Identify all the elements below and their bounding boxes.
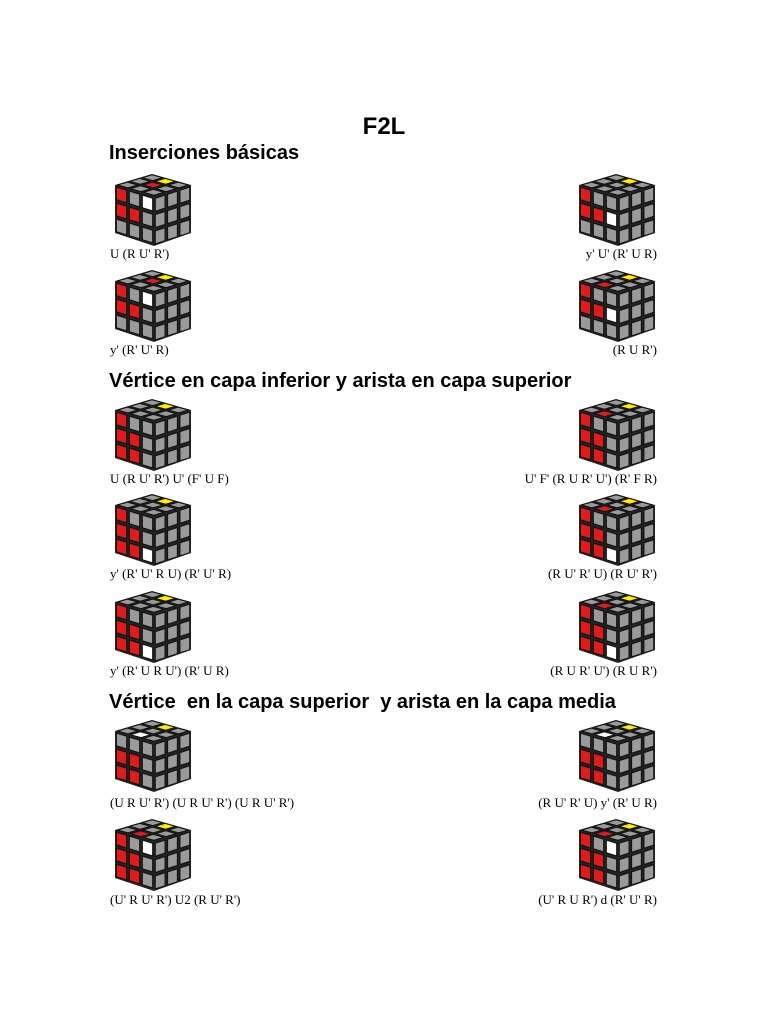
cube-diagram (578, 817, 658, 893)
front-sticker (116, 412, 126, 428)
front-sticker (129, 753, 139, 769)
cube-diagram (114, 268, 194, 344)
right-sticker (180, 316, 190, 332)
front-sticker (580, 428, 590, 444)
right-sticker (632, 737, 642, 753)
right-sticker (180, 749, 190, 765)
front-sticker (116, 299, 126, 315)
cube-diagram (578, 589, 658, 665)
right-sticker (644, 203, 654, 219)
front-sticker (142, 515, 152, 531)
right-sticker (619, 515, 629, 531)
front-sticker (129, 640, 139, 656)
front-sticker (593, 511, 603, 527)
front-sticker (129, 191, 139, 207)
right-sticker (168, 641, 178, 657)
front-sticker (593, 836, 603, 852)
right-sticker (644, 428, 654, 444)
right-sticker (644, 766, 654, 782)
page-title: F2L (362, 113, 406, 140)
right-sticker (168, 544, 178, 560)
front-sticker (142, 773, 152, 789)
right-sticker (619, 228, 629, 244)
front-sticker (606, 644, 616, 660)
right-sticker (632, 287, 642, 303)
right-sticker (619, 195, 629, 211)
front-sticker (593, 852, 603, 868)
front-sticker (593, 868, 603, 884)
right-sticker (155, 453, 165, 469)
right-sticker (155, 645, 165, 661)
right-sticker (619, 291, 629, 307)
algorithm-label: U (R U' R') (110, 246, 170, 261)
front-sticker (606, 515, 616, 531)
cube-diagram (114, 397, 194, 473)
right-sticker (168, 416, 178, 432)
front-sticker (606, 757, 616, 773)
right-sticker (180, 412, 190, 428)
right-sticker (644, 604, 654, 620)
front-sticker (116, 428, 126, 444)
right-sticker (168, 737, 178, 753)
cube-diagram (578, 492, 658, 568)
front-sticker (580, 848, 590, 864)
front-sticker (129, 543, 139, 559)
right-sticker (619, 420, 629, 436)
front-sticker (129, 608, 139, 624)
front-sticker (129, 448, 139, 464)
right-sticker (644, 299, 654, 315)
algorithm-label: (U' R U R') d (R' U' R) (538, 892, 657, 907)
front-sticker (142, 612, 152, 628)
right-sticker (644, 523, 654, 539)
right-sticker (180, 540, 190, 556)
right-sticker (180, 299, 190, 315)
right-sticker (644, 507, 654, 523)
front-sticker (606, 452, 616, 468)
front-sticker (593, 543, 603, 559)
front-sticker (593, 191, 603, 207)
front-sticker (606, 307, 616, 323)
right-sticker (168, 207, 178, 223)
right-sticker (619, 774, 629, 790)
front-sticker (116, 832, 126, 848)
right-sticker (644, 316, 654, 332)
right-sticker (155, 228, 165, 244)
front-sticker (129, 287, 139, 303)
algorithm-label: (R U' R' U) (R U' R') (547, 566, 657, 581)
front-sticker (142, 291, 152, 307)
cube-svg (114, 718, 194, 794)
algorithm-label: y' (R' U' R) (110, 342, 169, 357)
front-sticker (606, 773, 616, 789)
cube-diagram (114, 172, 194, 248)
front-sticker (606, 195, 616, 211)
front-sticker (142, 211, 152, 227)
right-sticker (155, 211, 165, 227)
front-sticker (606, 227, 616, 243)
front-sticker (142, 628, 152, 644)
front-sticker (129, 511, 139, 527)
right-sticker (180, 766, 190, 782)
right-sticker (644, 412, 654, 428)
front-sticker (593, 608, 603, 624)
algorithm-label: (U' R U' R') U2 (R U' R') (110, 892, 241, 907)
right-sticker (644, 749, 654, 765)
cube-svg (114, 589, 194, 665)
front-sticker (606, 323, 616, 339)
front-sticker (580, 283, 590, 299)
right-sticker (632, 207, 642, 223)
right-sticker (632, 320, 642, 336)
front-sticker (593, 448, 603, 464)
right-sticker (155, 856, 165, 872)
front-sticker (116, 523, 126, 539)
front-sticker (129, 527, 139, 543)
right-sticker (155, 548, 165, 564)
right-sticker (180, 733, 190, 749)
section-heading-vertice-capa-superior: Vértice en la capa superior y arista en la capa media (109, 691, 616, 713)
right-sticker (168, 303, 178, 319)
right-sticker (180, 604, 190, 620)
front-sticker (593, 753, 603, 769)
right-sticker (155, 195, 165, 211)
right-sticker (619, 453, 629, 469)
front-sticker (142, 227, 152, 243)
cube-svg (114, 268, 194, 344)
front-sticker (580, 412, 590, 428)
cube-svg (578, 172, 658, 248)
front-sticker (580, 203, 590, 219)
right-sticker (155, 307, 165, 323)
front-sticker (142, 531, 152, 547)
front-sticker (142, 452, 152, 468)
front-sticker (580, 507, 590, 523)
front-sticker (116, 864, 126, 880)
front-sticker (580, 864, 590, 880)
cube-svg (578, 817, 658, 893)
front-sticker (129, 868, 139, 884)
right-sticker (619, 757, 629, 773)
algorithm-label: U' F' (R U R' U') (R' F R) (524, 471, 657, 486)
right-sticker (644, 637, 654, 653)
right-sticker (180, 620, 190, 636)
right-sticker (155, 324, 165, 340)
right-sticker (168, 770, 178, 786)
cube-svg (578, 397, 658, 473)
front-sticker (129, 852, 139, 868)
front-sticker (129, 207, 139, 223)
right-sticker (180, 523, 190, 539)
front-sticker (580, 636, 590, 652)
front-sticker (606, 612, 616, 628)
front-sticker (116, 749, 126, 765)
front-sticker (116, 539, 126, 555)
front-sticker (129, 319, 139, 335)
front-sticker (129, 737, 139, 753)
front-sticker (142, 840, 152, 856)
front-sticker (580, 832, 590, 848)
front-sticker (116, 219, 126, 235)
front-sticker (142, 741, 152, 757)
algorithm-label: (R U R') (612, 342, 657, 357)
front-sticker (580, 444, 590, 460)
front-sticker (142, 195, 152, 211)
cube-diagram (114, 492, 194, 568)
right-sticker (168, 624, 178, 640)
right-sticker (619, 645, 629, 661)
right-sticker (168, 432, 178, 448)
front-sticker (116, 733, 126, 749)
front-sticker (606, 872, 616, 888)
cube-diagram (578, 268, 658, 344)
right-sticker (155, 515, 165, 531)
right-sticker (168, 449, 178, 465)
front-sticker (606, 840, 616, 856)
front-sticker (593, 624, 603, 640)
right-sticker (632, 836, 642, 852)
right-sticker (180, 445, 190, 461)
right-sticker (155, 628, 165, 644)
front-sticker (606, 547, 616, 563)
right-sticker (619, 436, 629, 452)
front-sticker (593, 303, 603, 319)
front-sticker (142, 757, 152, 773)
front-sticker (129, 432, 139, 448)
front-sticker (116, 444, 126, 460)
front-sticker (580, 219, 590, 235)
right-sticker (632, 224, 642, 240)
front-sticker (593, 207, 603, 223)
right-sticker (632, 753, 642, 769)
right-sticker (168, 320, 178, 336)
front-sticker (606, 211, 616, 227)
front-sticker (129, 624, 139, 640)
front-sticker (593, 769, 603, 785)
front-sticker (116, 636, 126, 652)
front-sticker (606, 291, 616, 307)
right-sticker (632, 544, 642, 560)
right-sticker (180, 507, 190, 523)
right-sticker (632, 624, 642, 640)
right-sticker (180, 637, 190, 653)
front-sticker (606, 628, 616, 644)
front-sticker (142, 323, 152, 339)
right-sticker (155, 741, 165, 757)
right-sticker (168, 287, 178, 303)
front-sticker (593, 737, 603, 753)
front-sticker (116, 848, 126, 864)
right-sticker (180, 187, 190, 203)
right-sticker (632, 191, 642, 207)
right-sticker (180, 428, 190, 444)
front-sticker (580, 765, 590, 781)
right-sticker (180, 220, 190, 236)
cube-diagram (578, 397, 658, 473)
front-sticker (116, 187, 126, 203)
right-sticker (168, 753, 178, 769)
right-sticker (168, 224, 178, 240)
section-heading-inserciones-basicas: Inserciones básicas (109, 142, 300, 164)
front-sticker (142, 436, 152, 452)
right-sticker (632, 527, 642, 543)
right-sticker (619, 873, 629, 889)
front-sticker (580, 749, 590, 765)
right-sticker (180, 832, 190, 848)
front-sticker (580, 315, 590, 331)
front-sticker (580, 604, 590, 620)
right-sticker (155, 757, 165, 773)
front-sticker (593, 432, 603, 448)
front-sticker (593, 223, 603, 239)
right-sticker (632, 770, 642, 786)
right-sticker (180, 848, 190, 864)
front-sticker (580, 539, 590, 555)
front-sticker (142, 547, 152, 563)
front-sticker (116, 283, 126, 299)
right-sticker (619, 840, 629, 856)
front-sticker (593, 527, 603, 543)
front-sticker (142, 644, 152, 660)
front-sticker (129, 769, 139, 785)
right-sticker (180, 203, 190, 219)
right-sticker (632, 449, 642, 465)
cube-svg (114, 492, 194, 568)
front-sticker (116, 604, 126, 620)
right-sticker (619, 612, 629, 628)
front-sticker (606, 531, 616, 547)
front-sticker (142, 307, 152, 323)
cube-svg (114, 397, 194, 473)
front-sticker (129, 836, 139, 852)
algorithm-label: U (R U' R') U' (F' U F) (110, 471, 229, 486)
front-sticker (580, 620, 590, 636)
right-sticker (632, 511, 642, 527)
front-sticker (606, 856, 616, 872)
right-sticker (168, 836, 178, 852)
cube-svg (578, 268, 658, 344)
right-sticker (155, 420, 165, 436)
right-sticker (155, 774, 165, 790)
right-sticker (619, 307, 629, 323)
front-sticker (593, 319, 603, 335)
right-sticker (619, 548, 629, 564)
cube-svg (578, 589, 658, 665)
algorithm-label: (R U R' U') (R U R') (550, 663, 657, 678)
front-sticker (129, 303, 139, 319)
right-sticker (155, 612, 165, 628)
right-sticker (644, 220, 654, 236)
right-sticker (644, 540, 654, 556)
right-sticker (168, 191, 178, 207)
front-sticker (129, 223, 139, 239)
right-sticker (632, 303, 642, 319)
right-sticker (619, 741, 629, 757)
front-sticker (142, 856, 152, 872)
algorithm-label: y' (R' U R U') (R' U R) (110, 663, 229, 678)
front-sticker (116, 507, 126, 523)
cube-diagram (114, 718, 194, 794)
cube-diagram (578, 718, 658, 794)
cube-diagram (114, 817, 194, 893)
right-sticker (632, 416, 642, 432)
right-sticker (619, 856, 629, 872)
front-sticker (580, 187, 590, 203)
right-sticker (168, 852, 178, 868)
right-sticker (644, 865, 654, 881)
front-sticker (580, 523, 590, 539)
right-sticker (180, 283, 190, 299)
right-sticker (644, 848, 654, 864)
right-sticker (644, 620, 654, 636)
front-sticker (580, 733, 590, 749)
front-sticker (593, 287, 603, 303)
right-sticker (168, 869, 178, 885)
right-sticker (619, 531, 629, 547)
right-sticker (619, 211, 629, 227)
right-sticker (155, 291, 165, 307)
algorithm-label: (R U' R' U) y' (R' U R) (538, 795, 657, 810)
cube-svg (114, 817, 194, 893)
cube-diagram (114, 589, 194, 665)
front-sticker (142, 420, 152, 436)
right-sticker (155, 873, 165, 889)
cube-svg (578, 718, 658, 794)
right-sticker (632, 432, 642, 448)
front-sticker (116, 765, 126, 781)
cube-diagram (578, 172, 658, 248)
right-sticker (632, 869, 642, 885)
right-sticker (155, 840, 165, 856)
cube-svg (578, 492, 658, 568)
right-sticker (644, 445, 654, 461)
right-sticker (180, 865, 190, 881)
right-sticker (632, 608, 642, 624)
right-sticker (155, 436, 165, 452)
right-sticker (632, 641, 642, 657)
right-sticker (619, 324, 629, 340)
front-sticker (116, 315, 126, 331)
algorithm-label: (U R U' R') (U R U' R') (U R U' R') (110, 795, 295, 810)
algorithm-label: y' (R' U' R U) (R' U' R) (110, 566, 232, 581)
right-sticker (644, 283, 654, 299)
right-sticker (168, 608, 178, 624)
front-sticker (606, 420, 616, 436)
front-sticker (593, 416, 603, 432)
front-sticker (606, 741, 616, 757)
front-sticker (606, 436, 616, 452)
right-sticker (632, 852, 642, 868)
right-sticker (644, 733, 654, 749)
section-heading-vertice-capa-inferior: Vértice en capa inferior y arista en capa superior (109, 370, 572, 392)
right-sticker (619, 628, 629, 644)
right-sticker (168, 511, 178, 527)
front-sticker (116, 620, 126, 636)
right-sticker (155, 531, 165, 547)
front-sticker (129, 416, 139, 432)
right-sticker (644, 187, 654, 203)
right-sticker (168, 527, 178, 543)
front-sticker (593, 640, 603, 656)
front-sticker (116, 203, 126, 219)
front-sticker (580, 299, 590, 315)
cube-svg (114, 172, 194, 248)
algorithm-label: y' U' (R' U R) (585, 246, 657, 261)
right-sticker (644, 832, 654, 848)
front-sticker (142, 872, 152, 888)
